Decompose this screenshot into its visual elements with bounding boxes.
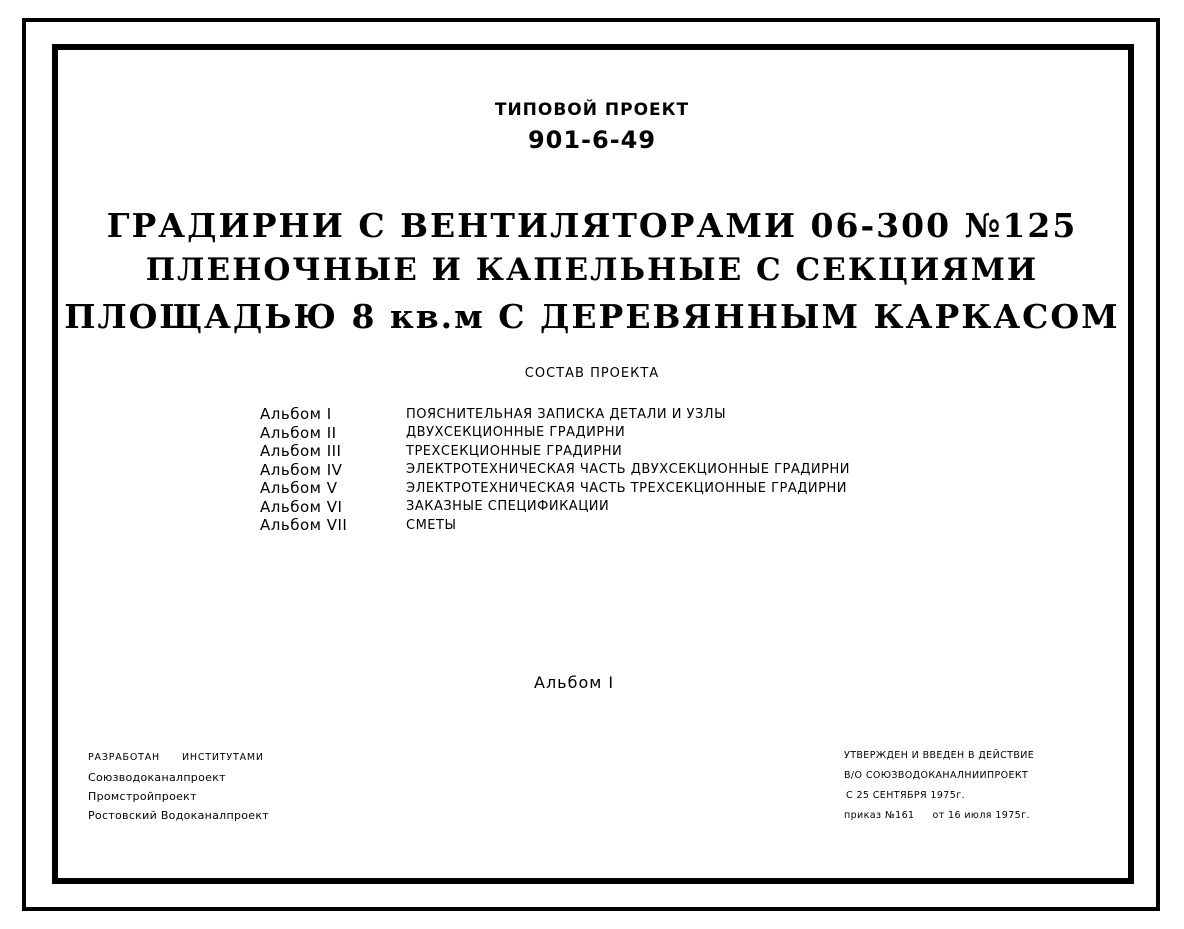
- list-item: [260, 424, 850, 443]
- developers-block: [88, 752, 269, 828]
- institute-name: Промстройпроект: [88, 790, 197, 803]
- album-label: Альбом I: [260, 405, 332, 424]
- album-description: СМЕТЫ: [406, 517, 457, 533]
- list-item: [260, 516, 850, 535]
- order-date: от 16 июля 1975г.: [932, 810, 1030, 821]
- title-line-2: ПЛЕНОЧНЫЕ И КАПЕЛЬНЫЕ С СЕКЦИЯМИ: [145, 252, 1039, 288]
- album-label: Альбом IV: [260, 460, 343, 479]
- approval-line-3: С 25 СЕНТЯБРЯ 1975г.: [846, 790, 965, 801]
- order-number: приказ №161: [844, 810, 915, 821]
- list-item: [260, 479, 850, 498]
- project-label: ТИПОВОЙ ПРОЕКТ: [494, 100, 690, 120]
- approval-line-1: УТВЕРЖДЕН И ВВЕДЕН В ДЕЙСТВИЕ: [844, 750, 1035, 761]
- album-description: ТРЕХСЕКЦИОННЫЕ ГРАДИРНИ: [406, 443, 623, 459]
- album-label: Альбом VII: [260, 516, 348, 535]
- approval-line-4: [844, 810, 1034, 830]
- composition-heading: СОСТАВ ПРОЕКТА: [524, 366, 660, 381]
- album-list: [260, 405, 850, 535]
- album-description: ПОЯСНИТЕЛЬНАЯ ЗАПИСКА ДЕТАЛИ И УЗЛЫ: [406, 406, 727, 422]
- institute-name: Союзводоканалпроект: [88, 771, 226, 784]
- album-description: ЗАКАЗНЫЕ СПЕЦИФИКАЦИИ: [406, 499, 610, 515]
- album-description: ЭЛЕКТРОТЕХНИЧЕСКАЯ ЧАСТЬ ДВУХСЕКЦИОННЫЕ ГРАДИРНИ: [406, 462, 850, 478]
- title-line-3: ПЛОЩАДЬЮ 8 кв.м С ДЕРЕВЯННЫМ КАРКАСОМ: [64, 297, 1120, 336]
- approval-line-2: В/О СОЮЗВОДОКАНАЛНИИПРОЕКТ: [844, 770, 1029, 781]
- album-label: Альбом VI: [260, 497, 343, 516]
- list-item: [260, 461, 850, 480]
- project-code: 901-6-49: [527, 126, 657, 154]
- developers-heading: [88, 752, 269, 771]
- list-item: [260, 405, 850, 424]
- institute-name: Ростовский Водоканалпроект: [88, 809, 270, 822]
- list-item: [260, 498, 850, 517]
- institutes-label: ИНСТИТУТАМИ: [182, 752, 264, 763]
- current-album: Альбом I: [534, 673, 615, 692]
- title-line-1: ГРАДИРНИ С ВЕНТИЛЯТОРАМИ 06-300 №125: [106, 206, 1078, 245]
- album-description: ЭЛЕКТРОТЕХНИЧЕСКАЯ ЧАСТЬ ТРЕХСЕКЦИОННЫЕ ГРАДИРНИ: [406, 480, 847, 496]
- list-item: [260, 442, 850, 461]
- album-description: ДВУХСЕКЦИОННЫЕ ГРАДИРНИ: [406, 425, 626, 441]
- album-label: Альбом V: [260, 479, 338, 498]
- approval-block: [844, 750, 1034, 830]
- album-label: Альбом II: [260, 423, 337, 442]
- album-label: Альбом III: [260, 442, 342, 461]
- developed-label: РАЗРАБОТАН: [88, 752, 160, 763]
